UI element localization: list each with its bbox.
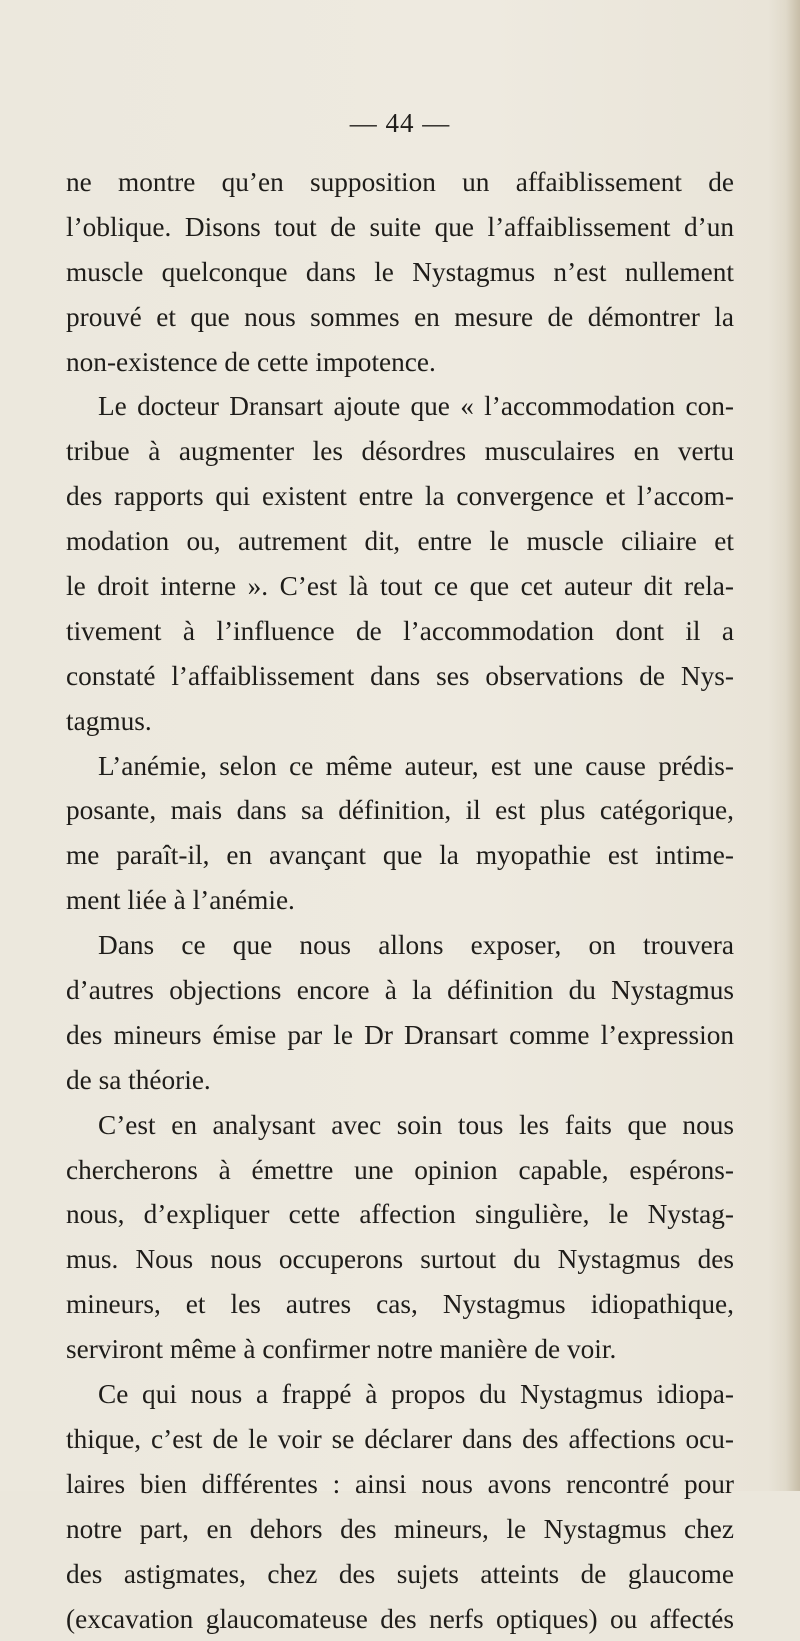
text-line: C’est en analysant avec soin tous les faits que nous — [66, 1103, 734, 1148]
page-number: — 44 — — [0, 108, 800, 139]
text-line: Dans ce que nous allons exposer, on trouvera — [66, 923, 734, 968]
text-line: l’oblique. Disons tout de suite que l’affaiblissement d’un — [66, 205, 734, 250]
text-line: tivement à l’influence de l’accommodation dont il a — [66, 609, 734, 654]
text-line: chercherons à émettre une opinion capable, espérons- — [66, 1148, 734, 1193]
text-line: non-existence de cette impotence. — [66, 340, 734, 385]
paragraph — [66, 160, 734, 384]
text-line: tribue à augmenter les désordres musculaires en vertu — [66, 429, 734, 474]
text-line: des mineurs émise par le Dr Dransart comme l’expression — [66, 1013, 734, 1058]
text-line: modation ou, autrement dit, entre le muscle ciliaire et — [66, 519, 734, 564]
text-line: L’anémie, selon ce même auteur, est une cause prédis- — [66, 744, 734, 789]
text-line: serviront même à confirmer notre manière de voir. — [66, 1327, 734, 1372]
text-line: muscle quelconque dans le Nystagmus n’est nullement — [66, 250, 734, 295]
text-line: d’autres objections encore à la définition du Nystagmus — [66, 968, 734, 1013]
text-line: de sa théorie. — [66, 1058, 734, 1103]
text-line: (excavation glaucomateuse des nerfs optiques) ou affectés — [66, 1597, 734, 1641]
text-line: des astigmates, chez des sujets atteints de glaucome — [66, 1552, 734, 1597]
text-line: nous, d’expliquer cette affection singulière, le Nystag- — [66, 1192, 734, 1237]
text-line: me paraît-il, en avançant que la myopathie est intime- — [66, 833, 734, 878]
paragraph — [66, 1372, 734, 1641]
text-line: notre part, en dehors des mineurs, le Nystagmus chez — [66, 1507, 734, 1552]
text-line: laires bien différentes : ainsi nous avons rencontré pour — [66, 1462, 734, 1507]
text-line: prouvé et que nous sommes en mesure de démontrer la — [66, 295, 734, 340]
page-edge-shadow — [786, 0, 800, 1491]
text-line: thique, c’est de le voir se déclarer dans des affections ocu- — [66, 1417, 734, 1462]
text-line: ment liée à l’anémie. — [66, 878, 734, 923]
paragraph — [66, 384, 734, 743]
text-line: le droit interne ». C’est là tout ce que cet auteur dit rela- — [66, 564, 734, 609]
text-line: constaté l’affaiblissement dans ses observations de Nys- — [66, 654, 734, 699]
text-line: ne montre qu’en supposition un affaiblissement de — [66, 160, 734, 205]
paragraph — [66, 744, 734, 924]
text-line: mus. Nous nous occuperons surtout du Nystagmus des — [66, 1237, 734, 1282]
text-line: tagmus. — [66, 699, 734, 744]
paragraph — [66, 1103, 734, 1372]
text-line: posante, mais dans sa définition, il est plus catégorique, — [66, 788, 734, 833]
text-line: mineurs, et les autres cas, Nystagmus idiopathique, — [66, 1282, 734, 1327]
body-text — [66, 160, 734, 1641]
text-line: des rapports qui existent entre la convergence et l’accom- — [66, 474, 734, 519]
paragraph — [66, 923, 734, 1103]
text-line: Le docteur Dransart ajoute que « l’accommodation con- — [66, 384, 734, 429]
text-line: Ce qui nous a frappé à propos du Nystagmus idiopa- — [66, 1372, 734, 1417]
